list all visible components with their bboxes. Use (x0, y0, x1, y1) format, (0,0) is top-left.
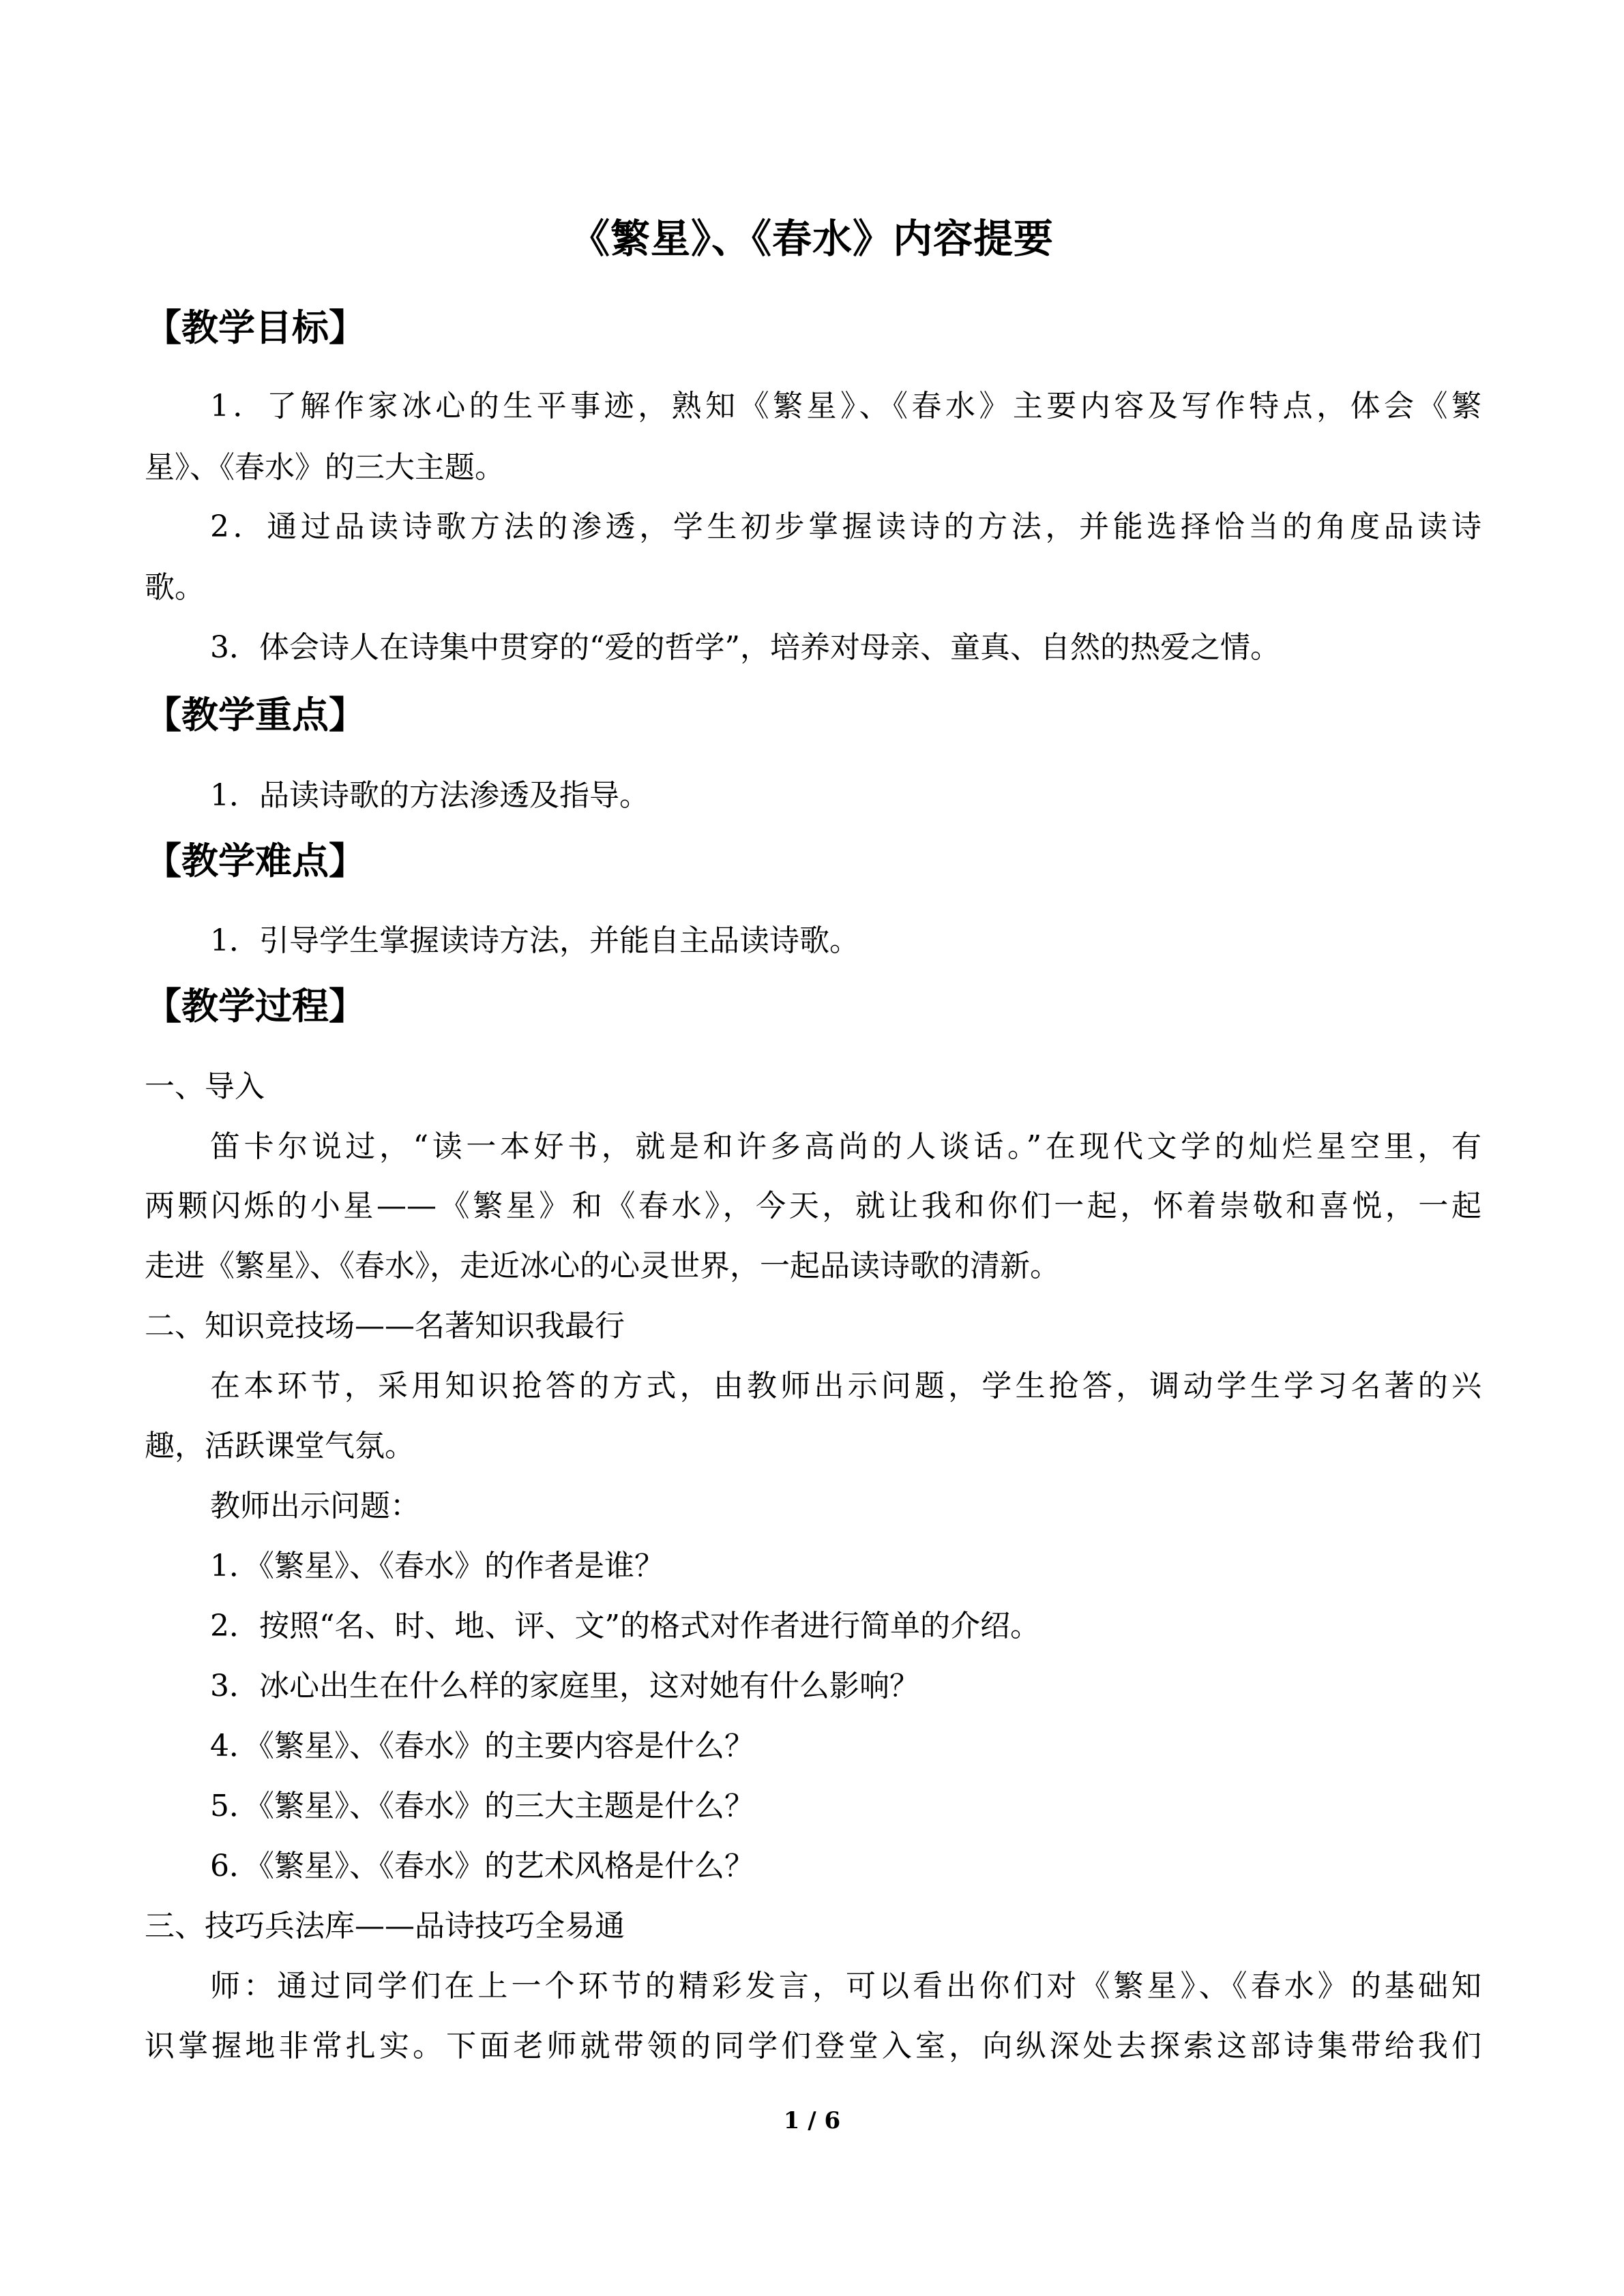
process-line: 师：通过同学们在上一个环节的精彩发言，可以看出你们对《繁星》、《春水》的基础知 (210, 1969, 1481, 2003)
question-item-6: 6．《繁星》、《春水》的艺术风格是什么？ (210, 1849, 754, 1883)
section-heading-objectives: 【教学目标】 (145, 305, 366, 349)
process-line: 笛卡尔说过，“读一本好书，就是和许多高尚的人谈话。”在现代文学的灿烂星空里，有 (210, 1129, 1481, 1164)
objective-line-3: 3．体会诗人在诗集中贯穿的“爱的哲学”，培养对母亲、童真、自然的热爱之情。 (210, 630, 1280, 665)
question-item-3: 3．冰心出生在什么样的家庭里，这对她有什么影响？ (210, 1669, 919, 1703)
question-item-1: 1．《繁星》、《春水》的作者是谁？ (210, 1549, 664, 1583)
objective-line-1: 1．了解作家冰心的生平事迹，熟知《繁星》、《春水》主要内容及写作特点，体会《繁 (210, 389, 1481, 423)
process-line: 走进《繁星》、《春水》，走近冰心的心灵世界，一起品读诗歌的清新。 (145, 1249, 1060, 1283)
question-item-5: 5．《繁星》、《春水》的三大主题是什么？ (210, 1789, 754, 1823)
objective-line-2: 2．通过品读诗歌方法的渗透，学生初步掌握读诗的方法，并能选择恰当的角度品读诗 (210, 509, 1481, 544)
key-point-line-1: 1．品读诗歌的方法渗透及指导。 (210, 778, 649, 813)
process-subheading-skills: 三、技巧兵法库——品诗技巧全易通 (145, 1909, 625, 1943)
section-heading-key-points: 【教学重点】 (145, 693, 366, 736)
process-subheading-knowledge: 二、知识竞技场——名著知识我最行 (145, 1309, 625, 1343)
process-subheading-intro: 一、导入 (145, 1069, 265, 1104)
difficulty-line-1: 1．引导学生掌握读诗方法，并能自主品读诗歌。 (210, 923, 859, 958)
section-heading-process: 【教学过程】 (145, 984, 366, 1028)
process-line: 趣，活跃课堂气氛。 (145, 1429, 415, 1463)
question-item-2: 2．按照“名、时、地、评、文”的格式对作者进行简单的介绍。 (210, 1609, 1040, 1643)
process-line: 在本环节，采用知识抢答的方式，由教师出示问题，学生抢答，调动学生学习名著的兴 (210, 1369, 1481, 1403)
section-heading-difficulties: 【教学难点】 (145, 839, 366, 882)
objective-line-2-cont: 歌。 (145, 570, 205, 605)
page-number: 1 / 6 (783, 2107, 841, 2134)
document-title: 《繁星》、《春水》内容提要 (570, 215, 1054, 262)
question-item-4: 4．《繁星》、《春水》的主要内容是什么？ (210, 1729, 754, 1763)
process-line: 教师出示问题： (210, 1489, 420, 1523)
objective-line-1-cont: 星》、《春水》的三大主题。 (145, 450, 505, 485)
process-line: 识掌握地非常扎实。下面老师就带领的同学们登堂入室，向纵深处去探索这部诗集带给我们 (145, 2029, 1481, 2063)
process-line: 两颗闪烁的小星——《繁星》和《春水》，今天，就让我和你们一起，怀着崇敬和喜悦，一起 (145, 1189, 1481, 1223)
